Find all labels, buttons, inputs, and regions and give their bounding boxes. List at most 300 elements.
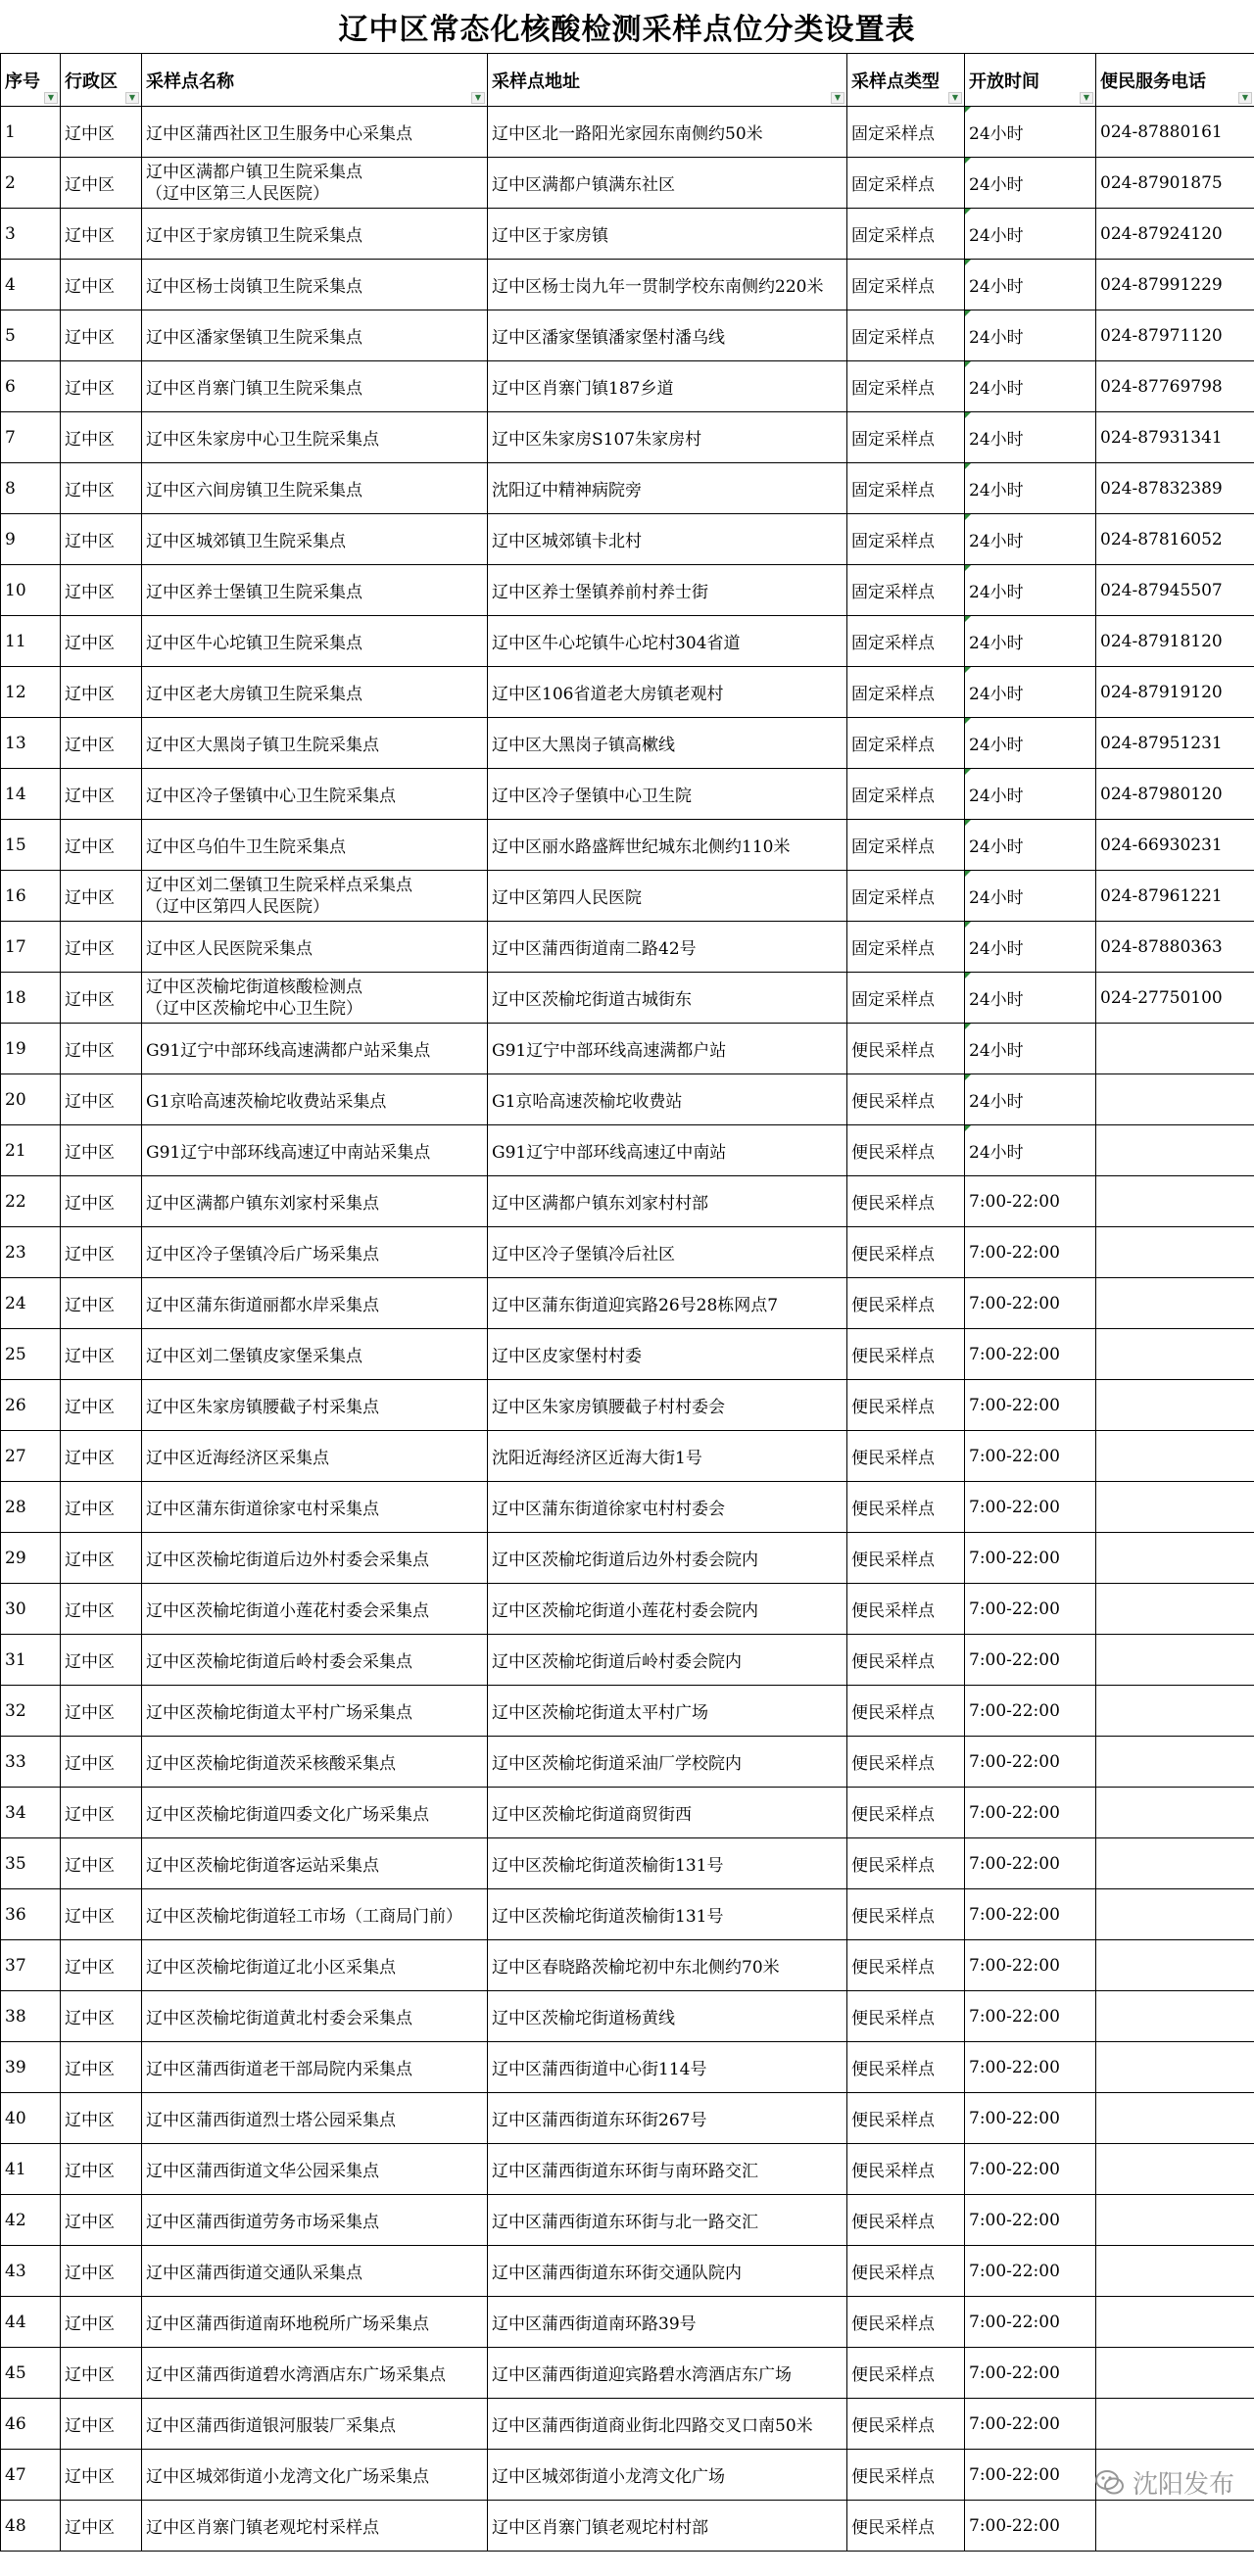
row-index-cell[interactable]: 7 [1, 412, 61, 463]
site-address-cell[interactable]: 辽中区城郊镇卡北村 [488, 514, 847, 565]
district-cell[interactable]: 辽中区 [61, 361, 142, 412]
site-name-cell[interactable]: 辽中区茨榆坨街道太平村广场采集点 [142, 1686, 488, 1737]
row-index-cell[interactable]: 34 [1, 1788, 61, 1838]
district-cell[interactable]: 辽中区 [61, 2348, 142, 2399]
filter-dropdown-icon[interactable]: ▼ [471, 92, 485, 104]
site-type-cell[interactable]: 固定采样点 [847, 973, 965, 1024]
service-phone-cell[interactable]: 024-87919120 [1096, 667, 1254, 718]
site-name-cell[interactable]: 辽中区蒲西社区卫生服务中心采集点 [142, 107, 488, 158]
site-name-cell[interactable]: 辽中区茨榆坨街道客运站采集点 [142, 1838, 488, 1889]
row-index-cell[interactable]: 19 [1, 1024, 61, 1074]
service-phone-cell[interactable] [1096, 1227, 1254, 1278]
service-phone-cell[interactable] [1096, 2501, 1254, 2552]
district-cell[interactable]: 辽中区 [61, 565, 142, 616]
site-address-cell[interactable]: 沈阳辽中精神病院旁 [488, 463, 847, 514]
district-cell[interactable]: 辽中区 [61, 718, 142, 769]
open-hours-cell[interactable]: 7:00-22:00 [965, 1737, 1096, 1788]
site-address-cell[interactable]: 辽中区蒲西街道东环街与南环路交汇 [488, 2144, 847, 2195]
site-name-cell[interactable]: 辽中区肖寨门镇老观坨村采样点 [142, 2501, 488, 2552]
site-name-cell[interactable]: 辽中区茨榆坨街道四委文化广场采集点 [142, 1788, 488, 1838]
district-cell[interactable]: 辽中区 [61, 616, 142, 667]
site-address-cell[interactable]: 辽中区茨榆坨街道茨榆街131号 [488, 1838, 847, 1889]
row-index-cell[interactable]: 37 [1, 1940, 61, 1991]
site-name-cell[interactable]: 辽中区蒲西街道老干部局院内采集点 [142, 2042, 488, 2093]
open-hours-cell[interactable]: 7:00-22:00 [965, 1227, 1096, 1278]
site-name-cell[interactable]: 辽中区杨士岗镇卫生院采集点 [142, 260, 488, 310]
site-type-cell[interactable]: 便民采样点 [847, 1737, 965, 1788]
district-cell[interactable]: 辽中区 [61, 2501, 142, 2552]
site-name-cell[interactable]: 辽中区蒲西街道交通队采集点 [142, 2246, 488, 2297]
site-type-cell[interactable]: 固定采样点 [847, 820, 965, 871]
site-name-cell[interactable]: 辽中区蒲西街道碧水湾酒店东广场采集点 [142, 2348, 488, 2399]
open-hours-cell[interactable]: 7:00-22:00 [965, 1584, 1096, 1635]
district-cell[interactable]: 辽中区 [61, 1482, 142, 1533]
site-address-cell[interactable]: 辽中区蒲西街道南二路42号 [488, 922, 847, 973]
site-name-cell[interactable]: 辽中区肖寨门镇卫生院采集点 [142, 361, 488, 412]
site-address-cell[interactable]: 辽中区蒲东街道迎宾路26号28栋网点7 [488, 1278, 847, 1329]
site-address-cell[interactable]: 辽中区茨榆坨街道后边外村委会院内 [488, 1533, 847, 1584]
service-phone-cell[interactable]: 024-87924120 [1096, 209, 1254, 260]
site-type-cell[interactable]: 便民采样点 [847, 2501, 965, 2552]
site-type-cell[interactable]: 固定采样点 [847, 769, 965, 820]
site-address-cell[interactable]: 辽中区蒲西街道南环路39号 [488, 2297, 847, 2348]
row-index-cell[interactable]: 46 [1, 2399, 61, 2450]
row-index-cell[interactable]: 41 [1, 2144, 61, 2195]
district-cell[interactable]: 辽中区 [61, 769, 142, 820]
site-address-cell[interactable]: 辽中区茨榆坨街道太平村广场 [488, 1686, 847, 1737]
row-index-cell[interactable]: 20 [1, 1074, 61, 1125]
open-hours-cell[interactable]: 24小时 [965, 209, 1096, 260]
service-phone-cell[interactable] [1096, 1889, 1254, 1940]
service-phone-cell[interactable] [1096, 1635, 1254, 1686]
open-hours-cell[interactable]: 7:00-22:00 [965, 1533, 1096, 1584]
site-name-cell[interactable]: 辽中区茨榆坨街道黄北村委会采集点 [142, 1991, 488, 2042]
row-index-cell[interactable]: 26 [1, 1380, 61, 1431]
open-hours-cell[interactable]: 7:00-22:00 [965, 2501, 1096, 2552]
site-type-cell[interactable]: 便民采样点 [847, 2144, 965, 2195]
district-cell[interactable]: 辽中区 [61, 1227, 142, 1278]
site-address-cell[interactable]: 辽中区肖寨门镇187乡道 [488, 361, 847, 412]
site-type-cell[interactable]: 固定采样点 [847, 412, 965, 463]
row-index-cell[interactable]: 17 [1, 922, 61, 973]
site-address-cell[interactable]: 辽中区茨榆坨街道小莲花村委会院内 [488, 1584, 847, 1635]
district-cell[interactable]: 辽中区 [61, 2093, 142, 2144]
district-cell[interactable]: 辽中区 [61, 514, 142, 565]
row-index-cell[interactable]: 4 [1, 260, 61, 310]
site-address-cell[interactable]: 辽中区蒲西街道商业街北四路交叉口南50米 [488, 2399, 847, 2450]
site-name-cell[interactable]: 辽中区朱家房镇腰截子村采集点 [142, 1380, 488, 1431]
site-type-cell[interactable]: 便民采样点 [847, 1074, 965, 1125]
open-hours-cell[interactable]: 24小时 [965, 158, 1096, 209]
site-address-cell[interactable]: 辽中区北一路阳光家园东南侧约50米 [488, 107, 847, 158]
site-address-cell[interactable]: 辽中区茨榆坨街道杨黄线 [488, 1991, 847, 2042]
site-address-cell[interactable]: 辽中区大黑岗子镇高樕线 [488, 718, 847, 769]
open-hours-cell[interactable]: 24小时 [965, 667, 1096, 718]
site-type-cell[interactable]: 便民采样点 [847, 1329, 965, 1380]
service-phone-cell[interactable] [1096, 1991, 1254, 2042]
site-address-cell[interactable]: 辽中区满都户镇东刘家村村部 [488, 1176, 847, 1227]
site-type-cell[interactable]: 固定采样点 [847, 463, 965, 514]
open-hours-cell[interactable]: 7:00-22:00 [965, 2348, 1096, 2399]
site-type-cell[interactable]: 便民采样点 [847, 1584, 965, 1635]
site-name-cell[interactable]: 辽中区刘二堡镇皮家堡采集点 [142, 1329, 488, 1380]
site-address-cell[interactable]: 辽中区潘家堡镇潘家堡村潘乌线 [488, 310, 847, 361]
district-cell[interactable]: 辽中区 [61, 260, 142, 310]
service-phone-cell[interactable] [1096, 2195, 1254, 2246]
row-index-cell[interactable]: 5 [1, 310, 61, 361]
site-name-cell[interactable]: 辽中区蒲西街道烈士塔公园采集点 [142, 2093, 488, 2144]
district-cell[interactable]: 辽中区 [61, 667, 142, 718]
district-cell[interactable]: 辽中区 [61, 412, 142, 463]
site-address-cell[interactable]: 辽中区冷子堡镇中心卫生院 [488, 769, 847, 820]
site-name-cell[interactable]: G1京哈高速茨榆坨收费站采集点 [142, 1074, 488, 1125]
site-type-cell[interactable]: 固定采样点 [847, 209, 965, 260]
service-phone-cell[interactable]: 024-87961221 [1096, 871, 1254, 922]
site-type-cell[interactable]: 便民采样点 [847, 1838, 965, 1889]
site-type-cell[interactable]: 固定采样点 [847, 565, 965, 616]
row-index-cell[interactable]: 13 [1, 718, 61, 769]
row-index-cell[interactable]: 15 [1, 820, 61, 871]
site-name-cell[interactable]: 辽中区满都户镇东刘家村采集点 [142, 1176, 488, 1227]
district-cell[interactable]: 辽中区 [61, 310, 142, 361]
service-phone-cell[interactable]: 024-87945507 [1096, 565, 1254, 616]
site-type-cell[interactable]: 便民采样点 [847, 2195, 965, 2246]
district-cell[interactable]: 辽中区 [61, 158, 142, 209]
site-address-cell[interactable]: 辽中区养士堡镇养前村养士街 [488, 565, 847, 616]
site-type-cell[interactable]: 固定采样点 [847, 514, 965, 565]
site-address-cell[interactable]: G1京哈高速茨榆坨收费站 [488, 1074, 847, 1125]
site-name-cell[interactable]: 辽中区蒲东街道丽都水岸采集点 [142, 1278, 488, 1329]
open-hours-cell[interactable]: 24小时 [965, 463, 1096, 514]
site-address-cell[interactable]: 辽中区杨士岗九年一贯制学校东南侧约220米 [488, 260, 847, 310]
service-phone-cell[interactable] [1096, 1940, 1254, 1991]
site-name-cell[interactable]: 辽中区蒲西街道文华公园采集点 [142, 2144, 488, 2195]
service-phone-cell[interactable]: 024-87901875 [1096, 158, 1254, 209]
site-name-cell[interactable]: 辽中区乌伯牛卫生院采集点 [142, 820, 488, 871]
site-name-cell[interactable]: 辽中区茨榆坨街道轻工市场（工商局门前） [142, 1889, 488, 1940]
open-hours-cell[interactable]: 24小时 [965, 412, 1096, 463]
open-hours-cell[interactable]: 7:00-22:00 [965, 1889, 1096, 1940]
service-phone-cell[interactable] [1096, 2297, 1254, 2348]
site-type-cell[interactable]: 固定采样点 [847, 718, 965, 769]
district-cell[interactable]: 辽中区 [61, 2399, 142, 2450]
site-type-cell[interactable]: 固定采样点 [847, 616, 965, 667]
site-type-cell[interactable]: 便民采样点 [847, 2297, 965, 2348]
site-address-cell[interactable]: 辽中区茨榆坨街道后岭村委会院内 [488, 1635, 847, 1686]
site-address-cell[interactable]: 辽中区茨榆坨街道采油厂学校院内 [488, 1737, 847, 1788]
site-name-cell[interactable]: 辽中区于家房镇卫生院采集点 [142, 209, 488, 260]
site-address-cell[interactable]: 辽中区皮家堡村村委 [488, 1329, 847, 1380]
open-hours-cell[interactable]: 7:00-22:00 [965, 2399, 1096, 2450]
district-cell[interactable]: 辽中区 [61, 1176, 142, 1227]
open-hours-cell[interactable]: 24小时 [965, 1024, 1096, 1074]
service-phone-cell[interactable]: 024-27750100 [1096, 973, 1254, 1024]
row-index-cell[interactable]: 21 [1, 1125, 61, 1176]
row-index-cell[interactable]: 10 [1, 565, 61, 616]
site-type-cell[interactable]: 便民采样点 [847, 1533, 965, 1584]
row-index-cell[interactable]: 36 [1, 1889, 61, 1940]
site-address-cell[interactable]: 辽中区城郊街道小龙湾文化广场 [488, 2450, 847, 2501]
open-hours-cell[interactable]: 7:00-22:00 [965, 2246, 1096, 2297]
site-type-cell[interactable]: 便民采样点 [847, 1227, 965, 1278]
site-name-cell[interactable]: 辽中区养士堡镇卫生院采集点 [142, 565, 488, 616]
row-index-cell[interactable]: 2 [1, 158, 61, 209]
district-cell[interactable]: 辽中区 [61, 1991, 142, 2042]
site-type-cell[interactable]: 固定采样点 [847, 310, 965, 361]
site-type-cell[interactable]: 便民采样点 [847, 1380, 965, 1431]
district-cell[interactable]: 辽中区 [61, 1635, 142, 1686]
row-index-cell[interactable]: 9 [1, 514, 61, 565]
service-phone-cell[interactable]: 024-87880363 [1096, 922, 1254, 973]
row-index-cell[interactable]: 29 [1, 1533, 61, 1584]
service-phone-cell[interactable] [1096, 1125, 1254, 1176]
row-index-cell[interactable]: 3 [1, 209, 61, 260]
site-address-cell[interactable]: 辽中区蒲东街道徐家屯村村委会 [488, 1482, 847, 1533]
site-type-cell[interactable]: 固定采样点 [847, 667, 965, 718]
open-hours-cell[interactable]: 24小时 [965, 871, 1096, 922]
service-phone-cell[interactable] [1096, 1024, 1254, 1074]
site-address-cell[interactable]: 辽中区106省道老大房镇老观村 [488, 667, 847, 718]
open-hours-cell[interactable]: 24小时 [965, 260, 1096, 310]
site-name-cell[interactable]: 辽中区人民医院采集点 [142, 922, 488, 973]
site-name-cell[interactable]: 辽中区刘二堡镇卫生院采样点采集点 （辽中区第四人民医院） [142, 871, 488, 922]
row-index-cell[interactable]: 1 [1, 107, 61, 158]
open-hours-cell[interactable]: 24小时 [965, 1074, 1096, 1125]
open-hours-cell[interactable]: 7:00-22:00 [965, 2195, 1096, 2246]
site-type-cell[interactable]: 固定采样点 [847, 107, 965, 158]
district-cell[interactable]: 辽中区 [61, 820, 142, 871]
district-cell[interactable]: 辽中区 [61, 107, 142, 158]
site-type-cell[interactable]: 便民采样点 [847, 1940, 965, 1991]
district-cell[interactable]: 辽中区 [61, 1584, 142, 1635]
open-hours-cell[interactable]: 7:00-22:00 [965, 1176, 1096, 1227]
site-name-cell[interactable]: 辽中区六间房镇卫生院采集点 [142, 463, 488, 514]
row-index-cell[interactable]: 28 [1, 1482, 61, 1533]
site-address-cell[interactable]: 辽中区茨榆坨街道古城街东 [488, 973, 847, 1024]
site-type-cell[interactable]: 便民采样点 [847, 1482, 965, 1533]
service-phone-cell[interactable] [1096, 1329, 1254, 1380]
open-hours-cell[interactable]: 7:00-22:00 [965, 1635, 1096, 1686]
site-type-cell[interactable]: 便民采样点 [847, 2246, 965, 2297]
site-name-cell[interactable]: G91辽宁中部环线高速满都户站采集点 [142, 1024, 488, 1074]
site-type-cell[interactable]: 便民采样点 [847, 2042, 965, 2093]
row-index-cell[interactable]: 31 [1, 1635, 61, 1686]
site-type-cell[interactable]: 固定采样点 [847, 158, 965, 209]
service-phone-cell[interactable] [1096, 1788, 1254, 1838]
open-hours-cell[interactable]: 24小时 [965, 107, 1096, 158]
row-index-cell[interactable]: 47 [1, 2450, 61, 2501]
site-type-cell[interactable]: 便民采样点 [847, 1125, 965, 1176]
open-hours-cell[interactable]: 24小时 [965, 514, 1096, 565]
site-type-cell[interactable]: 便民采样点 [847, 1635, 965, 1686]
service-phone-cell[interactable] [1096, 2093, 1254, 2144]
service-phone-cell[interactable]: 024-87918120 [1096, 616, 1254, 667]
filter-dropdown-icon[interactable]: ▼ [1238, 92, 1252, 104]
site-type-cell[interactable]: 固定采样点 [847, 871, 965, 922]
row-index-cell[interactable]: 8 [1, 463, 61, 514]
site-address-cell[interactable]: 辽中区蒲西街道东环街交通队院内 [488, 2246, 847, 2297]
open-hours-cell[interactable]: 7:00-22:00 [965, 1431, 1096, 1482]
service-phone-cell[interactable] [1096, 2144, 1254, 2195]
filter-dropdown-icon[interactable]: ▼ [948, 92, 962, 104]
service-phone-cell[interactable]: 024-87991229 [1096, 260, 1254, 310]
open-hours-cell[interactable]: 7:00-22:00 [965, 1940, 1096, 1991]
district-cell[interactable]: 辽中区 [61, 1329, 142, 1380]
site-name-cell[interactable]: G91辽宁中部环线高速辽中南站采集点 [142, 1125, 488, 1176]
row-index-cell[interactable]: 33 [1, 1737, 61, 1788]
site-type-cell[interactable]: 便民采样点 [847, 1176, 965, 1227]
site-address-cell[interactable]: 辽中区满都户镇满东社区 [488, 158, 847, 209]
service-phone-cell[interactable]: 024-66930231 [1096, 820, 1254, 871]
row-index-cell[interactable]: 43 [1, 2246, 61, 2297]
district-cell[interactable]: 辽中区 [61, 2246, 142, 2297]
open-hours-cell[interactable]: 7:00-22:00 [965, 1991, 1096, 2042]
row-index-cell[interactable]: 42 [1, 2195, 61, 2246]
row-index-cell[interactable]: 16 [1, 871, 61, 922]
service-phone-cell[interactable]: 024-87931341 [1096, 412, 1254, 463]
open-hours-cell[interactable]: 7:00-22:00 [965, 2144, 1096, 2195]
row-index-cell[interactable]: 38 [1, 1991, 61, 2042]
site-address-cell[interactable]: 辽中区茨榆坨街道茨榆街131号 [488, 1889, 847, 1940]
site-name-cell[interactable]: 辽中区蒲西街道银河服装厂采集点 [142, 2399, 488, 2450]
district-cell[interactable]: 辽中区 [61, 1838, 142, 1889]
site-name-cell[interactable]: 辽中区城郊街道小龙湾文化广场采集点 [142, 2450, 488, 2501]
open-hours-cell[interactable]: 24小时 [965, 769, 1096, 820]
site-name-cell[interactable]: 辽中区茨榆坨街道辽北小区采集点 [142, 1940, 488, 1991]
site-name-cell[interactable]: 辽中区茨榆坨街道后边外村委会采集点 [142, 1533, 488, 1584]
filter-dropdown-icon[interactable]: ▼ [44, 92, 58, 104]
site-type-cell[interactable]: 便民采样点 [847, 1278, 965, 1329]
district-cell[interactable]: 辽中区 [61, 2450, 142, 2501]
site-type-cell[interactable]: 便民采样点 [847, 2399, 965, 2450]
service-phone-cell[interactable] [1096, 1737, 1254, 1788]
site-name-cell[interactable]: 辽中区潘家堡镇卫生院采集点 [142, 310, 488, 361]
district-cell[interactable]: 辽中区 [61, 1431, 142, 1482]
filter-dropdown-icon[interactable]: ▼ [1080, 92, 1093, 104]
site-type-cell[interactable]: 便民采样点 [847, 1788, 965, 1838]
open-hours-cell[interactable]: 7:00-22:00 [965, 2297, 1096, 2348]
open-hours-cell[interactable]: 24小时 [965, 310, 1096, 361]
site-name-cell[interactable]: 辽中区满都户镇卫生院采集点 （辽中区第三人民医院） [142, 158, 488, 209]
site-name-cell[interactable]: 辽中区城郊镇卫生院采集点 [142, 514, 488, 565]
site-address-cell[interactable]: 辽中区茨榆坨街道商贸街西 [488, 1788, 847, 1838]
district-cell[interactable]: 辽中区 [61, 1533, 142, 1584]
site-address-cell[interactable]: 辽中区肖寨门镇老观坨村村部 [488, 2501, 847, 2552]
service-phone-cell[interactable] [1096, 1176, 1254, 1227]
site-name-cell[interactable]: 辽中区朱家房中心卫生院采集点 [142, 412, 488, 463]
open-hours-cell[interactable]: 24小时 [965, 922, 1096, 973]
open-hours-cell[interactable]: 24小时 [965, 973, 1096, 1024]
district-cell[interactable]: 辽中区 [61, 1889, 142, 1940]
row-index-cell[interactable]: 40 [1, 2093, 61, 2144]
district-cell[interactable]: 辽中区 [61, 463, 142, 514]
open-hours-cell[interactable]: 24小时 [965, 616, 1096, 667]
site-address-cell[interactable]: G91辽宁中部环线高速辽中南站 [488, 1125, 847, 1176]
site-name-cell[interactable]: 辽中区茨榆坨街道核酸检测点 （辽中区茨榆坨中心卫生院） [142, 973, 488, 1024]
district-cell[interactable]: 辽中区 [61, 871, 142, 922]
row-index-cell[interactable]: 12 [1, 667, 61, 718]
site-name-cell[interactable]: 辽中区牛心坨镇卫生院采集点 [142, 616, 488, 667]
open-hours-cell[interactable]: 7:00-22:00 [965, 1482, 1096, 1533]
row-index-cell[interactable]: 11 [1, 616, 61, 667]
district-cell[interactable]: 辽中区 [61, 1380, 142, 1431]
service-phone-cell[interactable] [1096, 2399, 1254, 2450]
site-type-cell[interactable]: 固定采样点 [847, 361, 965, 412]
service-phone-cell[interactable]: 024-87769798 [1096, 361, 1254, 412]
open-hours-cell[interactable]: 7:00-22:00 [965, 2450, 1096, 2501]
open-hours-cell[interactable]: 7:00-22:00 [965, 1329, 1096, 1380]
open-hours-cell[interactable]: 24小时 [965, 1125, 1096, 1176]
district-cell[interactable]: 辽中区 [61, 1686, 142, 1737]
site-name-cell[interactable]: 辽中区冷子堡镇冷后广场采集点 [142, 1227, 488, 1278]
service-phone-cell[interactable]: 024-87980120 [1096, 769, 1254, 820]
site-name-cell[interactable]: 辽中区冷子堡镇中心卫生院采集点 [142, 769, 488, 820]
service-phone-cell[interactable]: 024-87971120 [1096, 310, 1254, 361]
site-name-cell[interactable]: 辽中区蒲东街道徐家屯村采集点 [142, 1482, 488, 1533]
site-type-cell[interactable]: 便民采样点 [847, 1024, 965, 1074]
site-address-cell[interactable]: 辽中区蒲西街道迎宾路碧水湾酒店东广场 [488, 2348, 847, 2399]
site-type-cell[interactable]: 便民采样点 [847, 1889, 965, 1940]
site-name-cell[interactable]: 辽中区大黑岗子镇卫生院采集点 [142, 718, 488, 769]
site-name-cell[interactable]: 辽中区茨榆坨街道后岭村委会采集点 [142, 1635, 488, 1686]
site-name-cell[interactable]: 辽中区茨榆坨街道茨采核酸采集点 [142, 1737, 488, 1788]
service-phone-cell[interactable]: 024-87880161 [1096, 107, 1254, 158]
district-cell[interactable]: 辽中区 [61, 1074, 142, 1125]
open-hours-cell[interactable]: 7:00-22:00 [965, 2042, 1096, 2093]
service-phone-cell[interactable] [1096, 1482, 1254, 1533]
open-hours-cell[interactable]: 7:00-22:00 [965, 1838, 1096, 1889]
open-hours-cell[interactable]: 24小时 [965, 718, 1096, 769]
site-address-cell[interactable]: 沈阳近海经济区近海大街1号 [488, 1431, 847, 1482]
district-cell[interactable]: 辽中区 [61, 209, 142, 260]
service-phone-cell[interactable] [1096, 2042, 1254, 2093]
service-phone-cell[interactable] [1096, 2348, 1254, 2399]
open-hours-cell[interactable]: 7:00-22:00 [965, 1686, 1096, 1737]
district-cell[interactable]: 辽中区 [61, 1024, 142, 1074]
row-index-cell[interactable]: 23 [1, 1227, 61, 1278]
site-type-cell[interactable]: 便民采样点 [847, 1431, 965, 1482]
site-type-cell[interactable]: 便民采样点 [847, 1686, 965, 1737]
service-phone-cell[interactable] [1096, 1838, 1254, 1889]
service-phone-cell[interactable]: 024-87951231 [1096, 718, 1254, 769]
row-index-cell[interactable]: 18 [1, 973, 61, 1024]
district-cell[interactable]: 辽中区 [61, 2144, 142, 2195]
site-address-cell[interactable]: 辽中区蒲西街道东环街与北一路交汇 [488, 2195, 847, 2246]
site-address-cell[interactable]: 辽中区丽水路盛辉世纪城东北侧约110米 [488, 820, 847, 871]
row-index-cell[interactable]: 45 [1, 2348, 61, 2399]
district-cell[interactable]: 辽中区 [61, 1737, 142, 1788]
district-cell[interactable]: 辽中区 [61, 1940, 142, 1991]
row-index-cell[interactable]: 27 [1, 1431, 61, 1482]
service-phone-cell[interactable] [1096, 1431, 1254, 1482]
filter-dropdown-icon[interactable]: ▼ [125, 92, 139, 104]
row-index-cell[interactable]: 39 [1, 2042, 61, 2093]
service-phone-cell[interactable]: 024-87832389 [1096, 463, 1254, 514]
site-address-cell[interactable]: 辽中区第四人民医院 [488, 871, 847, 922]
site-name-cell[interactable]: 辽中区蒲西街道南环地税所广场采集点 [142, 2297, 488, 2348]
row-index-cell[interactable]: 48 [1, 2501, 61, 2552]
row-index-cell[interactable]: 6 [1, 361, 61, 412]
district-cell[interactable]: 辽中区 [61, 922, 142, 973]
district-cell[interactable]: 辽中区 [61, 973, 142, 1024]
row-index-cell[interactable]: 32 [1, 1686, 61, 1737]
row-index-cell[interactable]: 35 [1, 1838, 61, 1889]
site-name-cell[interactable]: 辽中区蒲西街道劳务市场采集点 [142, 2195, 488, 2246]
row-index-cell[interactable]: 14 [1, 769, 61, 820]
district-cell[interactable]: 辽中区 [61, 1125, 142, 1176]
site-address-cell[interactable]: 辽中区朱家房S107朱家房村 [488, 412, 847, 463]
site-address-cell[interactable]: G91辽宁中部环线高速满都户站 [488, 1024, 847, 1074]
